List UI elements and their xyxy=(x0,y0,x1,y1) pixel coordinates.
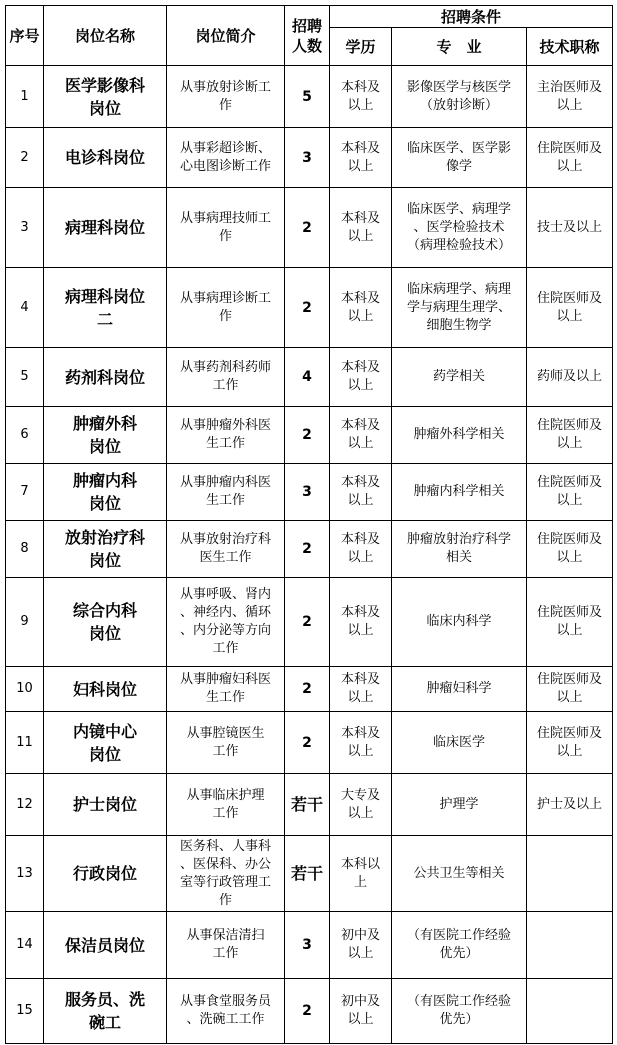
cell-tech-title: 主治医师及 以上 xyxy=(527,66,613,128)
cell-major: 肿瘤放射治疗科学 相关 xyxy=(392,521,527,578)
cell-no: 2 xyxy=(6,128,44,188)
header-intro: 岗位简介 xyxy=(167,6,285,66)
cell-position-intro: 从事肿瘤妇科医 生工作 xyxy=(167,667,285,712)
header-title: 技术职称 xyxy=(527,28,613,66)
cell-headcount: 2 xyxy=(285,667,330,712)
cell-position-intro: 从事食堂服务员 、洗碗工工作 xyxy=(167,979,285,1044)
cell-headcount: 若干 xyxy=(285,774,330,836)
cell-headcount: 2 xyxy=(285,712,330,774)
cell-tech-title xyxy=(527,836,613,912)
header-conditions: 招聘条件 xyxy=(330,6,613,28)
cell-tech-title: 护士及以上 xyxy=(527,774,613,836)
cell-headcount: 2 xyxy=(285,521,330,578)
header-major: 专 业 xyxy=(392,28,527,66)
table-row xyxy=(6,578,613,667)
cell-position-name: 内镜中心 岗位 xyxy=(44,712,167,774)
cell-headcount: 3 xyxy=(285,464,330,521)
cell-position-name: 医学影像科 岗位 xyxy=(44,66,167,128)
cell-education: 本科及 以上 xyxy=(330,521,392,578)
table-row xyxy=(6,464,613,521)
table-row xyxy=(6,407,613,464)
cell-major: 临床医学 xyxy=(392,712,527,774)
cell-tech-title: 住院医师及 以上 xyxy=(527,268,613,348)
table-row xyxy=(6,268,613,348)
cell-major: 临床医学、医学影 像学 xyxy=(392,128,527,188)
table-row xyxy=(6,979,613,1044)
cell-tech-title xyxy=(527,979,613,1044)
header-count: 招聘 人数 xyxy=(285,6,330,66)
cell-position-name: 肿瘤外科 岗位 xyxy=(44,407,167,464)
cell-no: 8 xyxy=(6,521,44,578)
cell-position-name: 电诊科岗位 xyxy=(44,128,167,188)
cell-tech-title xyxy=(527,912,613,979)
cell-no: 13 xyxy=(6,836,44,912)
cell-position-name: 妇科岗位 xyxy=(44,667,167,712)
cell-major: 临床内科学 xyxy=(392,578,527,667)
cell-major: 肿瘤外科学相关 xyxy=(392,407,527,464)
cell-headcount: 2 xyxy=(285,268,330,348)
cell-position-name: 放射治疗科 岗位 xyxy=(44,521,167,578)
recruitment-table xyxy=(5,5,613,1044)
cell-no: 10 xyxy=(6,667,44,712)
cell-education: 本科及 以上 xyxy=(330,667,392,712)
table-row xyxy=(6,188,613,268)
table-row xyxy=(6,667,613,712)
cell-position-name: 药剂科岗位 xyxy=(44,348,167,407)
cell-tech-title: 住院医师及 以上 xyxy=(527,407,613,464)
cell-position-intro: 从事病理诊断工 作 xyxy=(167,268,285,348)
cell-no: 14 xyxy=(6,912,44,979)
cell-no: 9 xyxy=(6,578,44,667)
cell-education: 本科及 以上 xyxy=(330,188,392,268)
cell-education: 本科及 以上 xyxy=(330,712,392,774)
cell-position-name: 综合内科 岗位 xyxy=(44,578,167,667)
table-row xyxy=(6,66,613,128)
cell-education: 初中及 以上 xyxy=(330,979,392,1044)
cell-tech-title: 住院医师及 以上 xyxy=(527,667,613,712)
table-row xyxy=(6,348,613,407)
cell-no: 1 xyxy=(6,66,44,128)
table-row xyxy=(6,912,613,979)
table-row xyxy=(6,128,613,188)
cell-position-intro: 从事放射诊断工 作 xyxy=(167,66,285,128)
cell-position-name: 护士岗位 xyxy=(44,774,167,836)
cell-no: 4 xyxy=(6,268,44,348)
cell-no: 15 xyxy=(6,979,44,1044)
cell-position-intro: 从事临床护理 工作 xyxy=(167,774,285,836)
cell-position-intro: 从事放射治疗科 医生工作 xyxy=(167,521,285,578)
table-row xyxy=(6,712,613,774)
cell-education: 初中及 以上 xyxy=(330,912,392,979)
cell-position-intro: 从事药剂科药师 工作 xyxy=(167,348,285,407)
table-row xyxy=(6,774,613,836)
cell-no: 6 xyxy=(6,407,44,464)
cell-position-name: 服务员、洗 碗工 xyxy=(44,979,167,1044)
cell-education: 大专及 以上 xyxy=(330,774,392,836)
cell-no: 5 xyxy=(6,348,44,407)
cell-no: 7 xyxy=(6,464,44,521)
cell-tech-title: 住院医师及 以上 xyxy=(527,712,613,774)
cell-position-name: 肿瘤内科 岗位 xyxy=(44,464,167,521)
cell-headcount: 5 xyxy=(285,66,330,128)
cell-no: 11 xyxy=(6,712,44,774)
table-row xyxy=(6,836,613,912)
cell-major: 药学相关 xyxy=(392,348,527,407)
cell-major: （有医院工作经验 优先） xyxy=(392,979,527,1044)
cell-major: 肿瘤妇科学 xyxy=(392,667,527,712)
header-education: 学历 xyxy=(330,28,392,66)
cell-headcount: 若干 xyxy=(285,836,330,912)
cell-education: 本科及 以上 xyxy=(330,268,392,348)
cell-tech-title: 住院医师及 以上 xyxy=(527,578,613,667)
cell-position-intro: 从事呼吸、肾内 、神经内、循环 、内分泌等方向 工作 xyxy=(167,578,285,667)
cell-education: 本科及 以上 xyxy=(330,578,392,667)
cell-tech-title: 住院医师及 以上 xyxy=(527,464,613,521)
cell-education: 本科及 以上 xyxy=(330,128,392,188)
header-row-1 xyxy=(6,6,613,28)
cell-tech-title: 住院医师及 以上 xyxy=(527,521,613,578)
cell-major: 公共卫生等相关 xyxy=(392,836,527,912)
cell-education: 本科及 以上 xyxy=(330,348,392,407)
cell-education: 本科及 以上 xyxy=(330,464,392,521)
table-body xyxy=(6,66,613,1044)
cell-headcount: 2 xyxy=(285,407,330,464)
cell-position-name: 病理科岗位 xyxy=(44,188,167,268)
cell-position-name: 病理科岗位 二 xyxy=(44,268,167,348)
header-no: 序号 xyxy=(6,6,44,66)
header-name: 岗位名称 xyxy=(44,6,167,66)
cell-tech-title: 住院医师及 以上 xyxy=(527,128,613,188)
cell-position-intro: 从事腔镜医生 工作 xyxy=(167,712,285,774)
cell-position-name: 保洁员岗位 xyxy=(44,912,167,979)
cell-education: 本科及 以上 xyxy=(330,66,392,128)
cell-headcount: 2 xyxy=(285,578,330,667)
cell-position-intro: 从事保洁清扫 工作 xyxy=(167,912,285,979)
cell-no: 12 xyxy=(6,774,44,836)
cell-position-name: 行政岗位 xyxy=(44,836,167,912)
cell-no: 3 xyxy=(6,188,44,268)
cell-headcount: 2 xyxy=(285,188,330,268)
cell-major: 护理学 xyxy=(392,774,527,836)
cell-headcount: 3 xyxy=(285,128,330,188)
cell-major: 临床医学、病理学 、医学检验技术 （病理检验技术） xyxy=(392,188,527,268)
cell-headcount: 4 xyxy=(285,348,330,407)
cell-headcount: 3 xyxy=(285,912,330,979)
cell-major: 肿瘤内科学相关 xyxy=(392,464,527,521)
cell-major: 影像医学与核医学 （放射诊断） xyxy=(392,66,527,128)
table-row xyxy=(6,521,613,578)
cell-major: （有医院工作经验 优先） xyxy=(392,912,527,979)
cell-tech-title: 技士及以上 xyxy=(527,188,613,268)
cell-position-intro: 从事肿瘤内科医 生工作 xyxy=(167,464,285,521)
cell-major: 临床病理学、病理 学与病理生理学、 细胞生物学 xyxy=(392,268,527,348)
cell-position-intro: 从事彩超诊断、 心电图诊断工作 xyxy=(167,128,285,188)
cell-tech-title: 药师及以上 xyxy=(527,348,613,407)
cell-headcount: 2 xyxy=(285,979,330,1044)
cell-education: 本科及 以上 xyxy=(330,407,392,464)
cell-position-intro: 从事肿瘤外科医 生工作 xyxy=(167,407,285,464)
cell-position-intro: 从事病理技师工 作 xyxy=(167,188,285,268)
cell-position-intro: 医务科、人事科 、医保科、办公 室等行政管理工 作 xyxy=(167,836,285,912)
cell-education: 本科以 上 xyxy=(330,836,392,912)
